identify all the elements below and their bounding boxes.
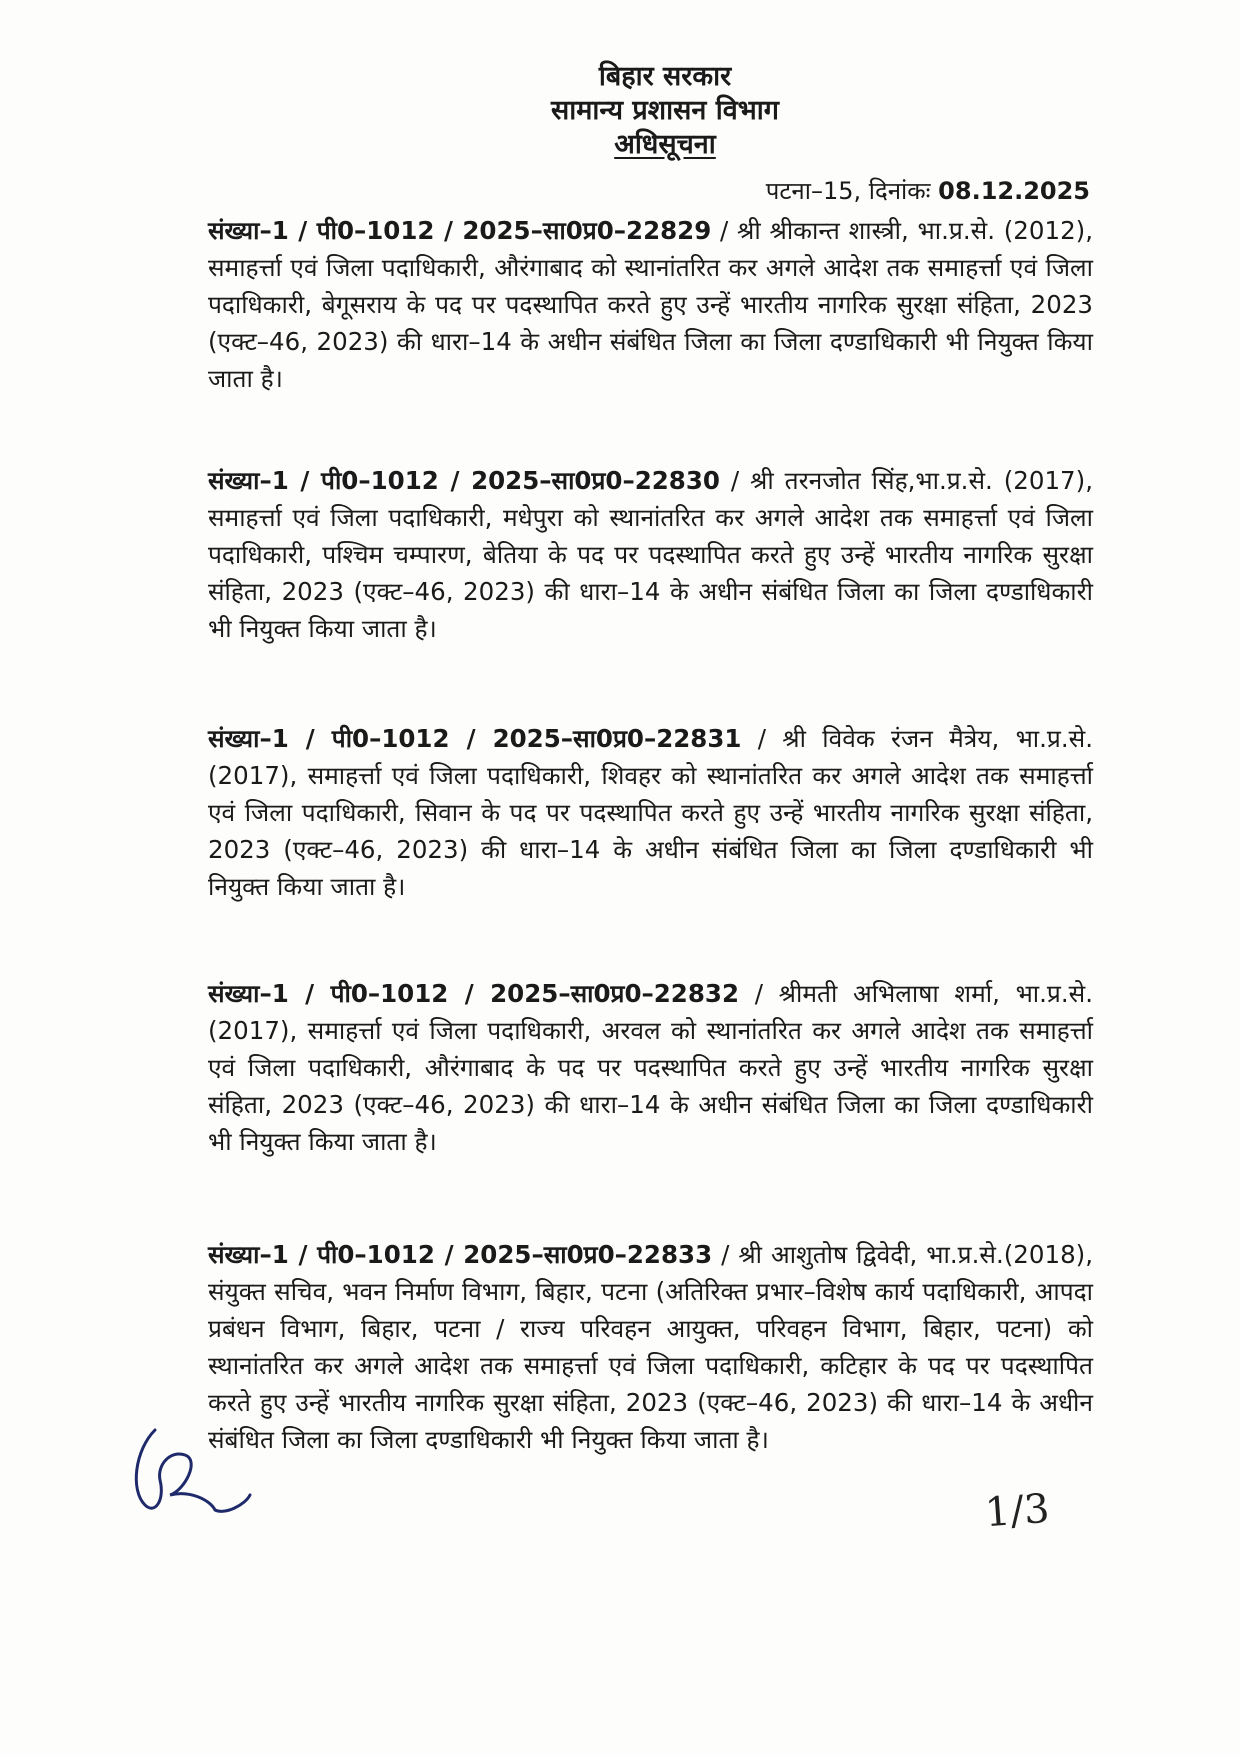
department-name: सामान्य प्रशासन विभाग (551, 95, 779, 126)
order-text: / श्री तरनजोत सिंह,भा.प्र.से. (2017), समाहर्त्ता एवं जिला पदाधिकारी, मधेपुरा को स्थानांतरित कर अगले आदेश तक समाहर्त्ता एवं जिला पदाधिकारी, पश्चिम चम्पारण, बेतिया के पद पर पदस्थापित करते हुए उन्हें भारतीय नागरिक सुरक्षा संहिता, 2023 (एक्ट–46, 2023) की धारा–14 के अधीन संबंधित जिला का जिला दण्डाधिकारी भी नियुक्त किया जाता है। (208, 466, 1093, 643)
order-reference: संख्या–1 / पी0–1012 / 2025–सा0प्र0–22832 (208, 979, 739, 1008)
order-text: / श्री श्रीकान्त शास्त्री, भा.प्र.से. (2012), समाहर्त्ता एवं जिला पदाधिकारी, औरंगाबाद को स्थानांतरित कर अगले आदेश तक समाहर्त्ता एवं जिला पदाधिकारी, बेगूसराय के पद पर पदस्थापित करते हुए उन्हें भारतीय नागरिक सुरक्षा संहिता, 2023 (एक्ट–46, 2023) की धारा–14 के अधीन संबंधित जिला का जिला दण्डाधिकारी भी नियुक्त किया जाता है। (208, 216, 1094, 393)
order-reference: संख्या–1 / पी0–1012 / 2025–सा0प्र0–22833 (208, 1240, 713, 1269)
order-paragraph (208, 720, 1093, 905)
dateline (766, 175, 1090, 207)
signature-icon (115, 1420, 255, 1520)
order-paragraph (208, 1236, 1093, 1458)
document-type: अधिसूचना (614, 129, 716, 160)
order-text: / श्री आशुतोष द्विवेदी, भा.प्र.से.(2018), संयुक्त सचिव, भवन निर्माण विभाग, बिहार, पटना (अतिरिक्त प्रभार–विशेष कार्य पदाधिकारी, आपदा प्रबंधन विभाग, बिहार, पटना / राज्य परिवहन आयुक्त, परिवहन विभाग, बिहार, पटना) को स्थानांतरित कर अगले आदेश तक समाहर्त्ता एवं जिला पदाधिकारी, कटिहार के पद पर पदस्थापित करते हुए उन्हें भारतीय नागरिक सुरक्षा संहिता, 2023 (एक्ट–46, 2023) की धारा–14 के अधीन संबंधित जिला का जिला दण्डाधिकारी भी नियुक्त किया जाता है। (208, 1240, 1093, 1454)
order-text: / श्री विवेक रंजन मैत्रेय, भा.प्र.से. (2017), समाहर्त्ता एवं जिला पदाधिकारी, शिवहर को स्थानांतरित कर अगले आदेश तक समाहर्त्ता एवं जिला पदाधिकारी, सिवान के पद पर पदस्थापित करते हुए उन्हें भारतीय नागरिक सुरक्षा संहिता, 2023 (एक्ट–46, 2023) की धारा–14 के अधीन संबंधित जिला का जिला दण्डाधिकारी भी नियुक्त किया जाता है। (208, 724, 1094, 901)
government-name: बिहार सरकार (598, 61, 732, 92)
order-text: / श्रीमती अभिलाषा शर्मा, भा.प्र.से. (2017), समाहर्त्ता एवं जिला पदाधिकारी, अरवल को स्थानांतरित कर अगले आदेश तक समाहर्त्ता एवं जिला पदाधिकारी, औरंगाबाद के पद पर पदस्थापित करते हुए उन्हें भारतीय नागरिक सुरक्षा संहिता, 2023 (एक्ट–46, 2023) की धारा–14 के अधीन संबंधित जिला का जिला दण्डाधिकारी भी नियुक्त किया जाता है। (208, 979, 1093, 1156)
order-reference: संख्या–1 / पी0–1012 / 2025–सा0प्र0–22831 (208, 724, 742, 753)
page-number: 1/3 (983, 1485, 1051, 1537)
order-reference: संख्या–1 / पी0–1012 / 2025–सा0प्र0–22830 (208, 466, 720, 495)
order-paragraph (208, 212, 1093, 397)
issue-date: 08.12.2025 (938, 177, 1090, 205)
order-paragraph (208, 975, 1093, 1160)
order-paragraph (208, 462, 1093, 647)
order-reference: संख्या–1 / पी0–1012 / 2025–सा0प्र0–22829 (208, 216, 712, 245)
place-label: पटना–15, दिनांकः (765, 177, 931, 205)
document-header (45, 60, 1240, 162)
